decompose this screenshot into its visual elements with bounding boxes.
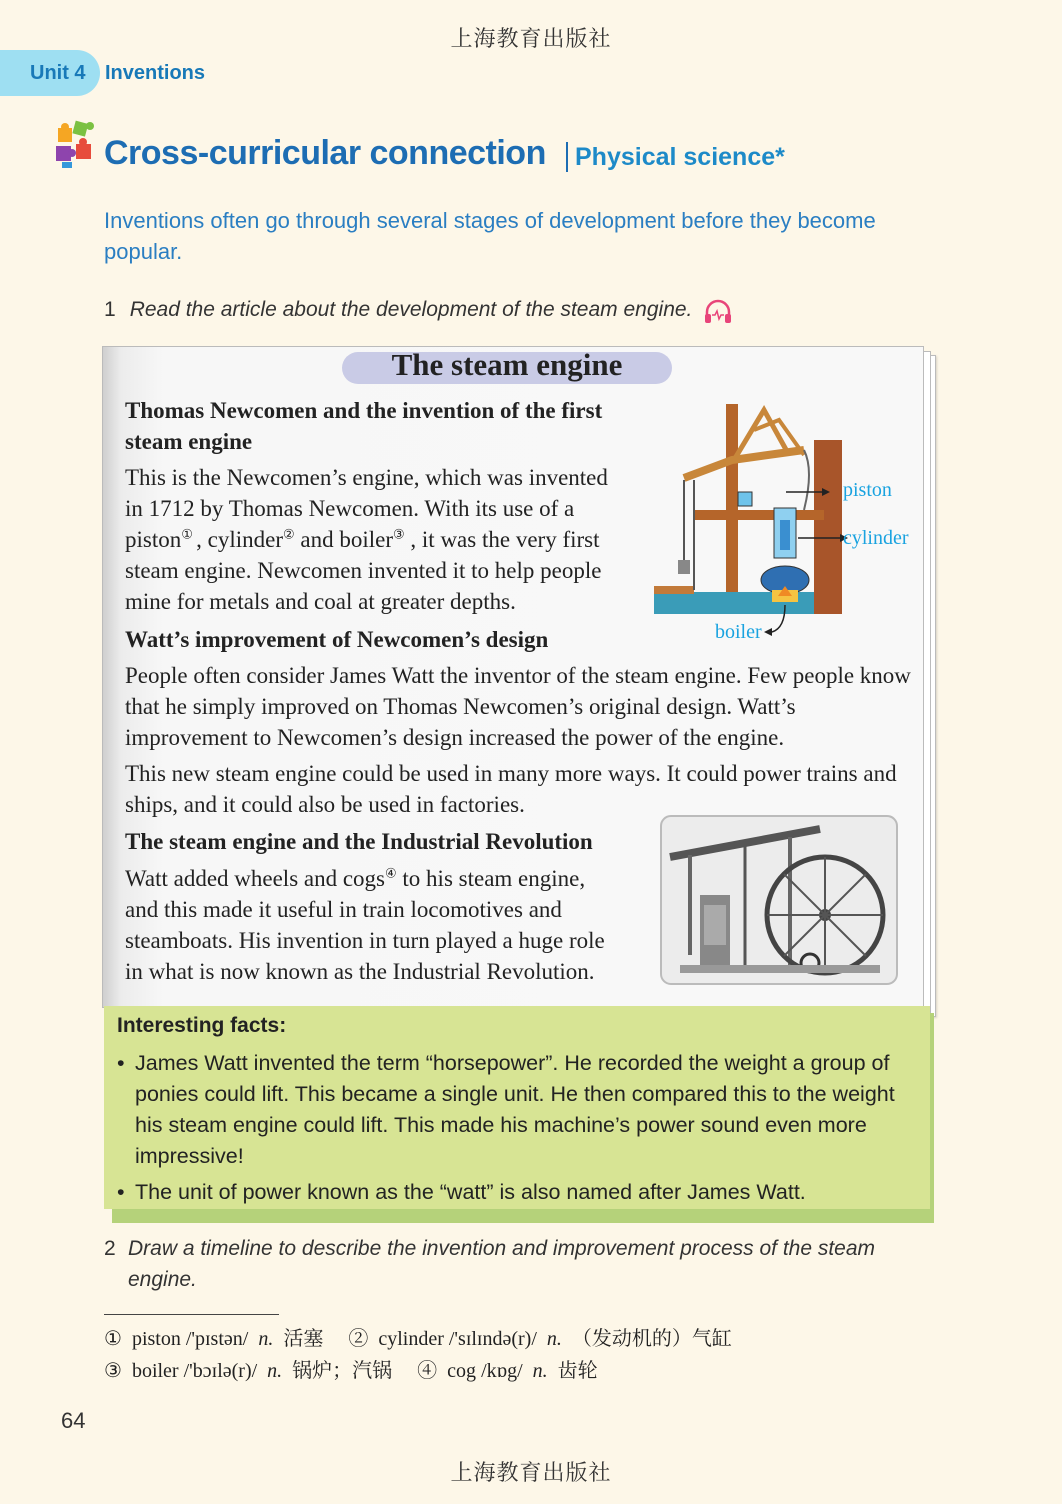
unit-number: Unit 4 [30, 62, 86, 84]
text-fragment: , cylinder [196, 527, 283, 552]
watt-engine-photo [660, 815, 898, 985]
unit-name: Inventions [105, 62, 206, 84]
footnote-word: boiler [131, 1360, 179, 1382]
footnote-ipa: /kɒg/ [481, 1360, 523, 1382]
footnote-row-1 [104, 1322, 732, 1351]
title-divider [566, 142, 568, 172]
footnote-meaning: 齿轮 [557, 1360, 598, 1382]
footnote-ipa: /'pɪstən/ [185, 1328, 249, 1350]
footnote-word: cog [447, 1360, 477, 1382]
footnote-ipa: /'sɪlɪndə(r)/ [448, 1328, 537, 1350]
fact-text: James Watt invented the term “horsepower”. He recorded the weight a group of ponies could lift. This became a single unit. He then compared this to the weight his steam engine could lift. This made his machine’s power sound even more impressive! [135, 1051, 895, 1168]
footnote-divider [104, 1314, 279, 1315]
label-boiler: boiler [715, 621, 762, 643]
page-title: Cross-curricular connection [104, 134, 546, 172]
text-fragment: and boiler [294, 527, 394, 552]
footnote-meaning: 活塞 [283, 1328, 324, 1350]
fact-text: The unit of power known as the “watt” is also named after James Watt. [135, 1180, 806, 1204]
bullet: • [117, 1051, 125, 1075]
footnote-ref-2: ② [283, 526, 295, 542]
footnote-mark: ③ [104, 1360, 122, 1382]
footnote-ref-3: ③ [393, 526, 405, 542]
section1-heading: Thomas Newcomen and the invention of the first steam engine [125, 398, 603, 454]
intro-text: Inventions often go through several stages of development before they become popular. [104, 208, 876, 264]
section3-line: in what is now known as the Industrial Revolution. [125, 959, 595, 984]
footnote-mark: ② [348, 1328, 369, 1350]
section3-line: steamboats. His invention in turn played a huge role [125, 928, 605, 953]
footnote-word: piston [131, 1328, 181, 1350]
section3-line [125, 863, 655, 894]
section2-heading: Watt’s improvement of Newcomen’s design [125, 627, 549, 652]
footnote-pos: n. [267, 1360, 283, 1382]
fact-item-1 [117, 1048, 917, 1172]
newcomen-engine-diagram [654, 400, 914, 650]
footnote-mark: ④ [417, 1360, 438, 1382]
footnote-word: cylinder [378, 1328, 444, 1350]
footnote-row-2 [104, 1354, 598, 1383]
section3-line: and this made it useful in train locomotives and [125, 897, 562, 922]
instruction-2-text: Draw a timeline to describe the invention and improvement process of the steam engine. [128, 1237, 876, 1291]
puzzle-icon [54, 118, 104, 170]
footnote-meaning: 锅炉；汽锅 [292, 1360, 393, 1382]
instruction-2-number: 2 [104, 1237, 116, 1260]
page-subject: Physical science* [575, 143, 785, 171]
section1-line [125, 524, 655, 555]
bullet: • [117, 1180, 125, 1204]
article-title: The steam engine [391, 347, 623, 382]
page-number: 64 [61, 1408, 86, 1433]
publisher-header: 上海教育出版社 [450, 27, 612, 52]
text-fragment: Watt added wheels and cogs [125, 866, 386, 891]
section1-line: steam engine. Newcomen invented it to help people [125, 558, 602, 583]
section1-line: in 1712 by Thomas Newcomen. With its use of a [125, 496, 575, 521]
footnote-meaning: （发动机的）气缸 [571, 1328, 732, 1350]
section2-paragraph-2: This new steam engine could be used in many more ways. It could power trains and ships, and it could also be used in factories. [125, 761, 897, 817]
section1-paragraph [125, 462, 655, 617]
footnote-pos: n. [258, 1328, 274, 1350]
footnote-pos: n. [532, 1360, 548, 1382]
facts-title: Interesting facts: [117, 1014, 287, 1037]
text-fragment: , it was the very first [404, 527, 600, 552]
section1-line: This is the Newcomen’s engine, which was invented [125, 465, 608, 490]
footnote-ref-4: ④ [385, 865, 397, 881]
instruction-1-text: Read the article about the development of the steam engine. [129, 298, 693, 321]
section2-paragraph-1: People often consider James Watt the inventor of the steam engine. Few people know that he simply improved on Thomas Newcomen’s original design. Watt’s improvement to Newcomen’s design increased the power of the engine. [125, 663, 911, 750]
label-cylinder: cylinder [843, 527, 909, 549]
fact-item-2 [117, 1177, 917, 1208]
footnote-pos: n. [546, 1328, 562, 1350]
word-piston: piston [125, 527, 182, 552]
label-piston: piston [843, 479, 892, 501]
instruction-1-number: 1 [104, 298, 116, 321]
text-fragment: to his steam engine, [396, 866, 586, 891]
headphones-icon[interactable] [703, 299, 733, 325]
section3-paragraph [125, 863, 655, 987]
instruction-1 [104, 298, 692, 322]
footnote-mark: ① [104, 1328, 122, 1350]
section1-line: mine for metals and coal at greater depths. [125, 589, 516, 614]
section3-heading: The steam engine and the Industrial Revolution [125, 829, 593, 854]
publisher-footer: 上海教育出版社 [450, 1461, 612, 1486]
instruction-2 [104, 1233, 904, 1295]
footnote-ipa: /'bɔɪlə(r)/ [183, 1360, 258, 1382]
footnote-ref-1: ① [181, 526, 197, 542]
